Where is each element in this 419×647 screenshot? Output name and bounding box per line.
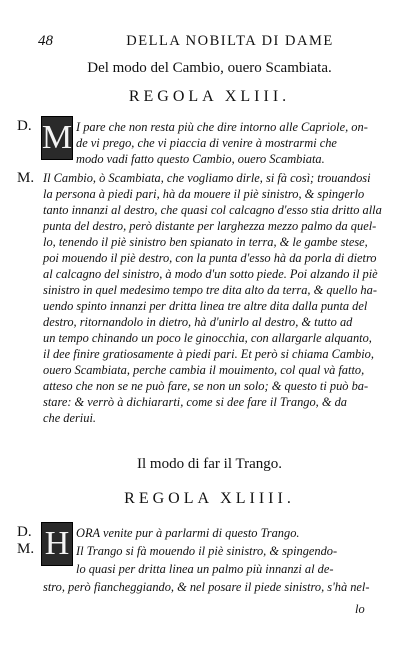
answer-line: il dee finire gratiosamente à piedi pari. Et però si chiama Cambio, — [43, 347, 374, 361]
answer-line: al calcagno del sinistro, à modo d'un sotto piede. Poi alzando il piè — [43, 267, 378, 281]
answer-line: sinistro in quel medesimo tempo tre dita alto da terra, & quello ha- — [43, 283, 377, 297]
speaker-d-label: D. — [17, 118, 32, 134]
regola-heading-43: REGOLA XLIII. — [128, 88, 291, 105]
decorated-initial-m: M — [41, 116, 73, 160]
answer-line: ouero Scambiata, perche cambia il mouimento, col qual và fatto, — [43, 363, 365, 377]
question-line: modo vadi fatto questo Cambio, ouero Scambiata. — [76, 152, 325, 166]
question-line: I pare che non resta più che dire intorno alle Capriole, on- — [76, 120, 368, 134]
answer-line: Il Cambio, ò Scambiata, che vogliamo dirle, si fà così; trouandosi — [43, 171, 371, 185]
speaker-d-label: D. — [17, 524, 32, 540]
answer-line: uendo spinto innanzi per dritta linea tre altre dita dalla punta del — [43, 299, 368, 313]
answer-line: stro, però fiancheggiando, & nel posare il piede sinistro, s'hà nel- — [43, 580, 370, 594]
decorated-initial-h: H — [41, 522, 73, 566]
question-line: de vi prego, che vi piaccia di venire à mostrarmi che — [76, 136, 337, 150]
section-title-trango: Il modo di far il Trango. — [137, 456, 282, 472]
page-number: 48 — [38, 33, 53, 49]
answer-line: destro, ritornandolo in dietro, hà d'unirlo al destro, & tutto ad — [43, 315, 353, 329]
answer-line: lo, tenendo il piè sinistro ben spianato in terra, & le gambe stese, — [43, 235, 368, 249]
answer-line: tanto innanzi al destro, che quasi col calcagno d'esso stia dritto alla — [43, 203, 382, 217]
answer-line: la persona à piedi pari, hà da mouere il piè sinistro, & spingerlo — [43, 187, 365, 201]
question-line: ORA venite pur à parlarmi di questo Trango. — [76, 526, 300, 540]
answer-line: stare: & verrò à dichiararti, come si dee fare il Trango, & da — [43, 395, 348, 409]
answer-line: Il Trango si fà mouendo il piè sinistro, & spingendo- — [76, 544, 338, 558]
section-title-cambio: Del modo del Cambio, ouero Scambiata. — [87, 60, 332, 76]
speaker-m-label: M. — [17, 170, 35, 186]
answer-line: che deriui. — [43, 411, 96, 425]
answer-line: atteso che non se ne può fare, se non un solo; & questo ti può ba- — [43, 379, 369, 393]
answer-line: punta del destro, però distante per larghezza mezzo palmo da quel- — [43, 219, 377, 233]
catchword: lo — [355, 602, 365, 616]
regola-heading-44: REGOLA XLIIII. — [124, 490, 295, 507]
page-header — [38, 33, 398, 53]
speaker-m-label: M. — [17, 541, 35, 557]
answer-line: poi mouendo il piè destro, con la punta d'esso hà da porla di dietro — [43, 251, 377, 265]
answer-line: lo quasi per dritta linea un palmo più innanzi al de- — [76, 562, 334, 576]
answer-line: un tempo chinando un poco le ginocchia, con allargarle alquanto, — [43, 331, 372, 345]
running-title: DELLA NOBILTA DI DAME — [126, 33, 334, 49]
